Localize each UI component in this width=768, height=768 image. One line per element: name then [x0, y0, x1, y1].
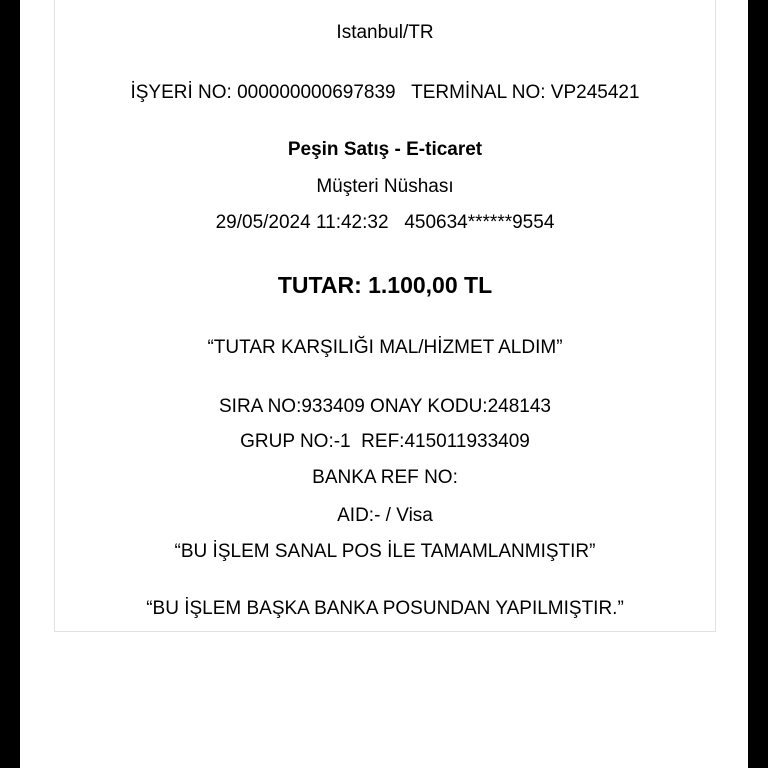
receipt — [54, 0, 716, 632]
merchant-terminal-line: İŞYERİ NO: 000000000697839 TERMİNAL NO: VP245421 — [130, 82, 640, 103]
document-page — [20, 0, 748, 768]
location: Istanbul/TR — [336, 22, 434, 43]
transaction-type: Peşin Satış - E-ticaret — [287, 139, 483, 160]
bank-ref: BANKA REF NO: — [312, 467, 458, 488]
group-ref: GRUP NO:-1 REF:415011933409 — [240, 431, 530, 452]
acknowledgement: “TUTAR KARŞILIĞI MAL/HİZMET ALDIM” — [207, 337, 563, 358]
aid-card-scheme: AID:- / Visa — [337, 505, 433, 526]
virtual-pos-note: “BU İŞLEM SANAL POS İLE TAMAMLANMIŞTIR” — [174, 541, 596, 562]
amount: TUTAR: 1.100,00 TL — [277, 272, 493, 298]
copy-type: Müşteri Nüshası — [316, 176, 454, 197]
datetime-card-number: 29/05/2024 11:42:32 450634******9554 — [215, 212, 555, 233]
sequence-approval-code: SIRA NO:933409 ONAY KODU:248143 — [219, 396, 551, 417]
other-bank-note: “BU İŞLEM BAŞKA BANKA POSUNDAN YAPILMIŞTIR.” — [146, 598, 624, 619]
